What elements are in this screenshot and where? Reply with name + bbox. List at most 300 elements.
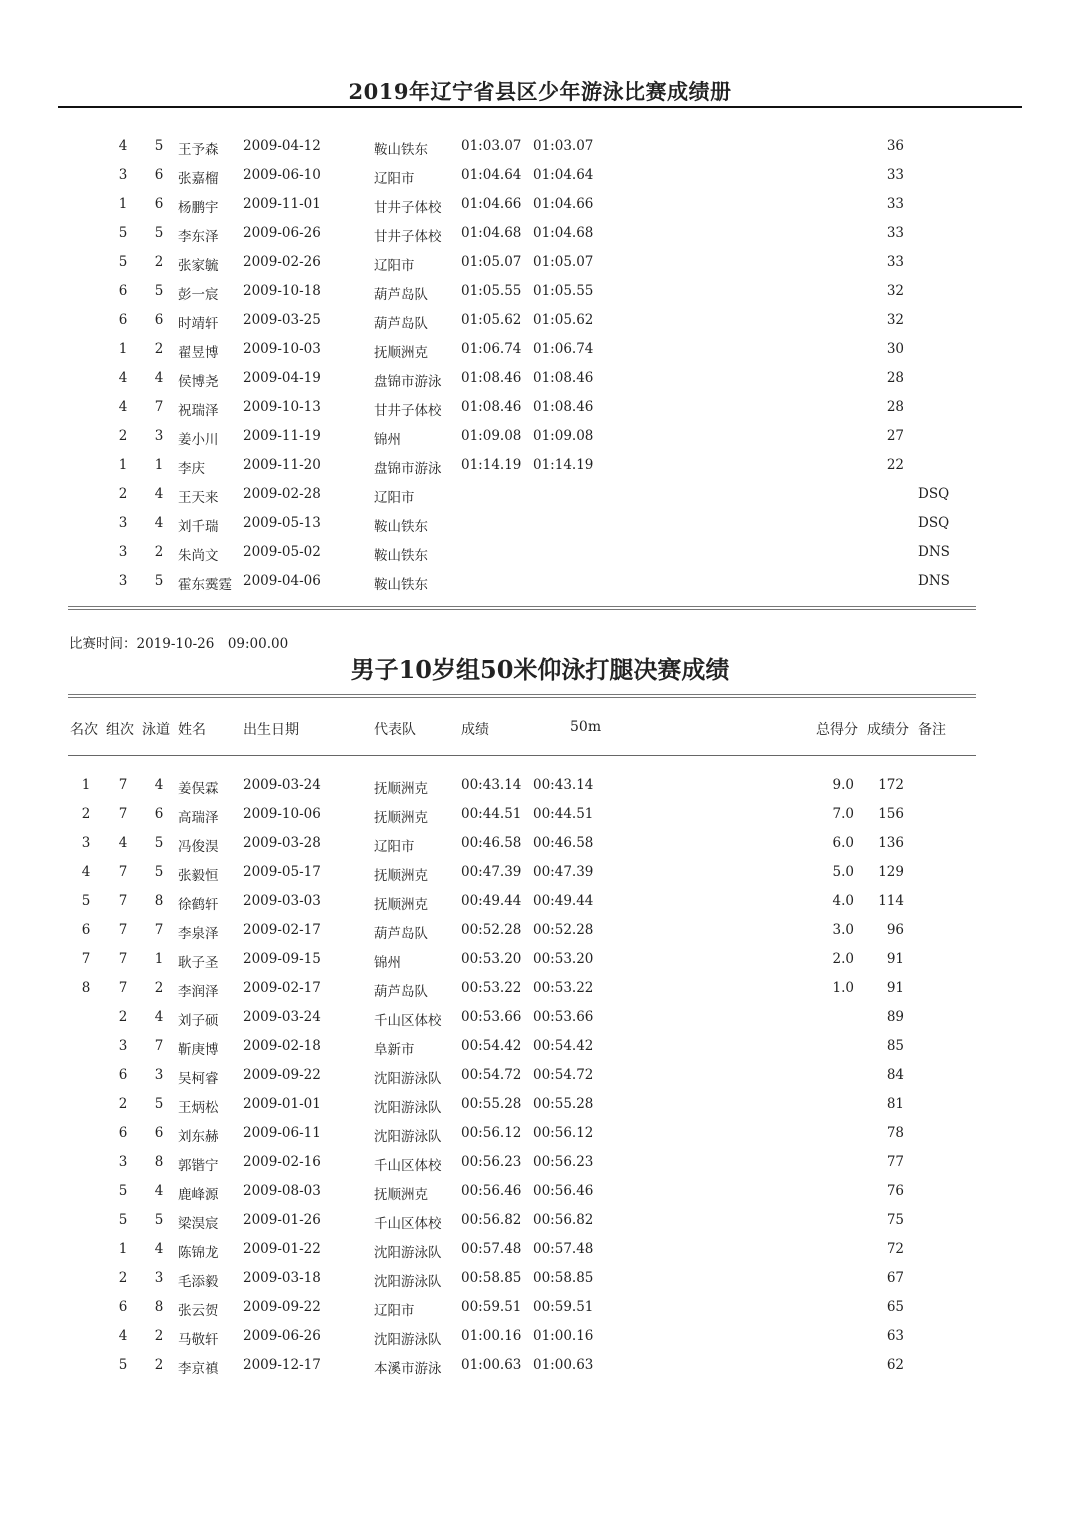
result-score: 85: [886, 1038, 904, 1054]
result-time: 01:05.07: [461, 254, 522, 270]
birth-date: 2009-10-18: [243, 283, 321, 299]
birth-date: 2009-06-11: [243, 1125, 321, 1141]
team-name: 阜新市: [374, 1042, 415, 1058]
group-cell: 5: [118, 1212, 128, 1228]
group-cell: 7: [118, 806, 128, 822]
table-row: [0, 1038, 1080, 1058]
birth-date: 2009-04-12: [243, 138, 321, 154]
lane-cell: 2: [154, 254, 164, 270]
result-time: 01:04.64: [461, 167, 522, 183]
group-cell: 6: [118, 1299, 128, 1315]
table-row: [0, 1241, 1080, 1261]
lane-cell: 4: [154, 370, 164, 386]
lane-cell: 2: [154, 980, 164, 996]
result-score: 156: [878, 806, 904, 822]
table-row: [0, 1328, 1080, 1348]
table-row: [0, 254, 1080, 274]
group-cell: 7: [118, 922, 128, 938]
rank-cell: 3: [81, 835, 91, 851]
note-cell: DSQ: [918, 486, 950, 502]
group-cell: 3: [118, 1154, 128, 1170]
result-time: 01:00.63: [461, 1357, 522, 1373]
table-row: [0, 573, 1080, 593]
group-cell: 2: [118, 1096, 128, 1112]
swimmer-name: 李泉泽: [178, 926, 219, 942]
table-row: [0, 225, 1080, 245]
result-score: 27: [886, 428, 904, 444]
result-time: 00:53.66: [461, 1009, 522, 1025]
result-score: 32: [886, 283, 904, 299]
result-score: 32: [886, 312, 904, 328]
lane-cell: 4: [154, 1241, 164, 1257]
swimmer-name: 刘东赫: [178, 1129, 219, 1145]
table-row: [0, 196, 1080, 216]
swimmer-name: 杨鹏宇: [178, 200, 219, 216]
lane-cell: 6: [154, 196, 164, 212]
lane-cell: 2: [154, 544, 164, 560]
table-row: [0, 167, 1080, 187]
swimmer-name: 祝瑞泽: [178, 403, 219, 419]
result-time: 00:49.44: [461, 893, 522, 909]
lane-cell: 2: [154, 341, 164, 357]
group-cell: 1: [118, 341, 128, 357]
col-header-score: 成绩分: [867, 722, 909, 738]
table-row: [0, 312, 1080, 332]
result-score: 75: [886, 1212, 904, 1228]
table-row: [0, 486, 1080, 506]
split-50m: 01:05.55: [533, 283, 594, 299]
table-row: [0, 980, 1080, 1000]
split-50m: 00:53.22: [533, 980, 594, 996]
split-50m: 00:53.20: [533, 951, 594, 967]
birth-date: 2009-02-28: [243, 486, 321, 502]
birth-date: 2009-01-26: [243, 1212, 321, 1228]
table-row: [0, 777, 1080, 797]
result-time: 00:56.46: [461, 1183, 522, 1199]
split-50m: 00:55.28: [533, 1096, 594, 1112]
result-score: 22: [886, 457, 904, 473]
result-score: 84: [886, 1067, 904, 1083]
result-time: 01:08.46: [461, 370, 522, 386]
result-time: 01:08.46: [461, 399, 522, 415]
split-50m: 00:56.23: [533, 1154, 594, 1170]
header-bottom-divider: [68, 755, 976, 756]
result-score: 77: [886, 1154, 904, 1170]
team-name: 辽阳市: [374, 490, 415, 506]
result-time: 00:56.82: [461, 1212, 522, 1228]
birth-date: 2009-03-28: [243, 835, 321, 851]
lane-cell: 3: [154, 428, 164, 444]
table-row: [0, 544, 1080, 564]
result-score: 33: [886, 196, 904, 212]
group-cell: 6: [118, 1067, 128, 1083]
birth-date: 2009-04-06: [243, 573, 321, 589]
swimmer-name: 张嘉榴: [178, 171, 219, 187]
birth-date: 2009-02-18: [243, 1038, 321, 1054]
group-cell: 1: [118, 1241, 128, 1257]
split-50m: 00:49.44: [533, 893, 594, 909]
group-cell: 5: [118, 225, 128, 241]
team-name: 葫芦岛队: [374, 984, 428, 1000]
header-top-divider: [68, 694, 976, 698]
group-cell: 4: [118, 1328, 128, 1344]
result-time: 00:58.85: [461, 1270, 522, 1286]
total-points: 9.0: [832, 777, 854, 793]
lane-cell: 5: [154, 573, 164, 589]
result-time: 00:53.20: [461, 951, 522, 967]
result-score: 89: [886, 1009, 904, 1025]
swimmer-name: 吴柯睿: [178, 1071, 219, 1087]
result-time: 01:09.08: [461, 428, 522, 444]
split-50m: 00:56.46: [533, 1183, 594, 1199]
split-50m: 00:57.48: [533, 1241, 594, 1257]
result-score: 136: [878, 835, 904, 851]
result-score: 63: [886, 1328, 904, 1344]
lane-cell: 2: [154, 1328, 164, 1344]
result-score: 65: [886, 1299, 904, 1315]
swimmer-name: 朱尚文: [178, 548, 219, 564]
result-score: 78: [886, 1125, 904, 1141]
table-row: [0, 428, 1080, 448]
result-time: 00:52.28: [461, 922, 522, 938]
team-name: 葫芦岛队: [374, 316, 428, 332]
result-score: 62: [886, 1357, 904, 1373]
split-50m: 00:59.51: [533, 1299, 594, 1315]
split-50m: 00:46.58: [533, 835, 594, 851]
rank-cell: 4: [81, 864, 91, 880]
group-cell: 2: [118, 428, 128, 444]
rank-cell: 7: [81, 951, 91, 967]
split-50m: 00:44.51: [533, 806, 594, 822]
birth-date: 2009-11-19: [243, 428, 321, 444]
lane-cell: 7: [154, 922, 164, 938]
birth-date: 2009-03-25: [243, 312, 321, 328]
lane-cell: 6: [154, 312, 164, 328]
birth-date: 2009-02-26: [243, 254, 321, 270]
birth-date: 2009-05-02: [243, 544, 321, 560]
lane-cell: 4: [154, 1009, 164, 1025]
col-header-result: 成绩: [461, 722, 489, 738]
birth-date: 2009-06-26: [243, 1328, 321, 1344]
split-50m: 00:47.39: [533, 864, 594, 880]
group-cell: 2: [118, 1270, 128, 1286]
split-50m: 01:00.16: [533, 1328, 594, 1344]
team-name: 本溪市游泳: [374, 1361, 442, 1377]
split-50m: 00:58.85: [533, 1270, 594, 1286]
swimmer-name: 徐鹤轩: [178, 897, 219, 913]
lane-cell: 5: [154, 1212, 164, 1228]
group-cell: 6: [118, 1125, 128, 1141]
birth-date: 2009-03-24: [243, 777, 321, 793]
result-time: 00:46.58: [461, 835, 522, 851]
group-cell: 5: [118, 1357, 128, 1373]
table-row: [0, 1357, 1080, 1377]
birth-date: 2009-06-10: [243, 167, 321, 183]
lane-cell: 3: [154, 1067, 164, 1083]
team-name: 辽阳市: [374, 839, 415, 855]
table-row: [0, 835, 1080, 855]
table-row: [0, 1009, 1080, 1029]
swimmer-name: 王予森: [178, 142, 219, 158]
swimmer-name: 靳庚博: [178, 1042, 219, 1058]
team-name: 鞍山铁东: [374, 548, 428, 564]
swimmer-name: 耿子圣: [178, 955, 219, 971]
birth-date: 2009-10-13: [243, 399, 321, 415]
rank-cell: 5: [81, 893, 91, 909]
result-score: 36: [886, 138, 904, 154]
lane-cell: 6: [154, 1125, 164, 1141]
group-cell: 4: [118, 370, 128, 386]
team-name: 锦州: [374, 955, 401, 971]
swimmer-name: 翟昱博: [178, 345, 219, 361]
team-name: 抚顺洲克: [374, 1187, 428, 1203]
result-time: 01:03.07: [461, 138, 522, 154]
table-row: [0, 893, 1080, 913]
split-50m: 01:08.46: [533, 399, 594, 415]
birth-date: 2009-11-20: [243, 457, 321, 473]
group-cell: 6: [118, 312, 128, 328]
table-row: [0, 864, 1080, 884]
col-header-birth: 出生日期: [243, 722, 299, 738]
total-points: 3.0: [832, 922, 854, 938]
table-row: [0, 515, 1080, 535]
event-time: 比赛时间：2019-10-26 09:00.00: [69, 636, 289, 652]
swimmer-name: 王天来: [178, 490, 219, 506]
table-row: [0, 922, 1080, 942]
lane-cell: 8: [154, 1154, 164, 1170]
lane-cell: 5: [154, 835, 164, 851]
birth-date: 2009-05-13: [243, 515, 321, 531]
result-score: 114: [878, 893, 904, 909]
team-name: 甘井子体校: [374, 229, 442, 245]
split-50m: 00:56.82: [533, 1212, 594, 1228]
swimmer-name: 刘千瑞: [178, 519, 219, 535]
lane-cell: 5: [154, 283, 164, 299]
result-time: 00:55.28: [461, 1096, 522, 1112]
col-header-total-points: 总得分: [816, 722, 858, 738]
birth-date: 2009-02-17: [243, 980, 321, 996]
team-name: 抚顺洲克: [374, 868, 428, 884]
group-cell: 1: [118, 196, 128, 212]
result-score: 96: [886, 922, 904, 938]
birth-date: 2009-10-06: [243, 806, 321, 822]
group-cell: 3: [118, 1038, 128, 1054]
team-name: 辽阳市: [374, 1303, 415, 1319]
birth-date: 2009-04-19: [243, 370, 321, 386]
lane-cell: 5: [154, 1096, 164, 1112]
swimmer-name: 时靖轩: [178, 316, 219, 332]
split-50m: 01:00.63: [533, 1357, 594, 1373]
team-name: 甘井子体校: [374, 403, 442, 419]
table-row: [0, 806, 1080, 826]
lane-cell: 8: [154, 1299, 164, 1315]
group-cell: 3: [118, 167, 128, 183]
split-50m: 00:54.42: [533, 1038, 594, 1054]
birth-date: 2009-09-22: [243, 1299, 321, 1315]
birth-date: 2009-01-01: [243, 1096, 321, 1112]
group-cell: 2: [118, 486, 128, 502]
result-score: 91: [886, 980, 904, 996]
result-time: 00:54.72: [461, 1067, 522, 1083]
swimmer-name: 张毅恒: [178, 868, 219, 884]
swimmer-name: 刘子硕: [178, 1013, 219, 1029]
result-score: 67: [886, 1270, 904, 1286]
group-cell: 3: [118, 544, 128, 560]
split-50m: 00:52.28: [533, 922, 594, 938]
result-time: 00:59.51: [461, 1299, 522, 1315]
table-row: [0, 399, 1080, 419]
result-score: 33: [886, 167, 904, 183]
team-name: 沈阳游泳队: [374, 1245, 442, 1261]
table-row: [0, 951, 1080, 971]
result-time: 00:54.42: [461, 1038, 522, 1054]
table-row: [0, 1183, 1080, 1203]
team-name: 沈阳游泳队: [374, 1332, 442, 1348]
group-cell: 7: [118, 951, 128, 967]
team-name: 葫芦岛队: [374, 926, 428, 942]
lane-cell: 4: [154, 777, 164, 793]
col-header-name: 姓名: [178, 722, 206, 738]
lane-cell: 1: [154, 457, 164, 473]
result-time: 01:00.16: [461, 1328, 522, 1344]
swimmer-name: 霍东霙霆: [178, 577, 232, 593]
document-title: 2019年辽宁省县区少年游泳比赛成绩册: [348, 79, 732, 104]
total-points: 4.0: [832, 893, 854, 909]
team-name: 鞍山铁东: [374, 142, 428, 158]
result-time: 00:53.22: [461, 980, 522, 996]
swimmer-name: 梁淏宸: [178, 1216, 219, 1232]
birth-date: 2009-10-03: [243, 341, 321, 357]
split-50m: 01:09.08: [533, 428, 594, 444]
team-name: 沈阳游泳队: [374, 1129, 442, 1145]
team-name: 千山区体校: [374, 1216, 442, 1232]
result-time: 01:14.19: [461, 457, 522, 473]
split-50m: 01:08.46: [533, 370, 594, 386]
col-header-lane: 泳道: [142, 722, 170, 738]
section-divider: [68, 606, 976, 610]
team-name: 葫芦岛队: [374, 287, 428, 303]
team-name: 辽阳市: [374, 258, 415, 274]
swimmer-name: 马敬轩: [178, 1332, 219, 1348]
total-points: 1.0: [832, 980, 854, 996]
birth-date: 2009-03-03: [243, 893, 321, 909]
table-row: [0, 283, 1080, 303]
table-row: [0, 1299, 1080, 1319]
lane-cell: 7: [154, 399, 164, 415]
swimmer-name: 郭锴宁: [178, 1158, 219, 1174]
rank-cell: 1: [81, 777, 91, 793]
table-row: [0, 138, 1080, 158]
split-50m: 01:05.62: [533, 312, 594, 328]
result-time: 00:44.51: [461, 806, 522, 822]
result-time: 00:56.23: [461, 1154, 522, 1170]
split-50m: 01:04.68: [533, 225, 594, 241]
birth-date: 2009-03-18: [243, 1270, 321, 1286]
split-50m: 01:06.74: [533, 341, 594, 357]
result-time: 01:05.62: [461, 312, 522, 328]
lane-cell: 4: [154, 1183, 164, 1199]
team-name: 千山区体校: [374, 1013, 442, 1029]
note-cell: DNS: [918, 573, 950, 589]
swimmer-name: 王炳松: [178, 1100, 219, 1116]
result-time: 01:05.55: [461, 283, 522, 299]
result-time: 00:43.14: [461, 777, 522, 793]
swimmer-name: 冯俊淏: [178, 839, 219, 855]
team-name: 抚顺洲克: [374, 810, 428, 826]
team-name: 沈阳游泳队: [374, 1100, 442, 1116]
result-score: 91: [886, 951, 904, 967]
lane-cell: 5: [154, 138, 164, 154]
table-row: [0, 1270, 1080, 1290]
result-score: 129: [878, 864, 904, 880]
lane-cell: 3: [154, 1270, 164, 1286]
table-row: [0, 1125, 1080, 1145]
result-score: 72: [886, 1241, 904, 1257]
birth-date: 2009-05-17: [243, 864, 321, 880]
team-name: 鞍山铁东: [374, 519, 428, 535]
group-cell: 3: [118, 515, 128, 531]
note-cell: DNS: [918, 544, 950, 560]
table-row: [0, 457, 1080, 477]
birth-date: 2009-02-17: [243, 922, 321, 938]
swimmer-name: 张云贺: [178, 1303, 219, 1319]
split-50m: 01:03.07: [533, 138, 594, 154]
birth-date: 2009-12-17: [243, 1357, 321, 1373]
team-name: 盘锦市游泳: [374, 374, 442, 390]
group-cell: 4: [118, 835, 128, 851]
team-name: 抚顺洲克: [374, 897, 428, 913]
result-score: 76: [886, 1183, 904, 1199]
total-points: 7.0: [832, 806, 854, 822]
lane-cell: 5: [154, 864, 164, 880]
group-cell: 7: [118, 777, 128, 793]
swimmer-name: 鹿峰源: [178, 1187, 219, 1203]
lane-cell: 4: [154, 515, 164, 531]
total-points: 6.0: [832, 835, 854, 851]
col-header-note: 备注: [918, 722, 946, 738]
lane-cell: 4: [154, 486, 164, 502]
group-cell: 7: [118, 893, 128, 909]
split-50m: 00:53.66: [533, 1009, 594, 1025]
rank-cell: 8: [81, 980, 91, 996]
group-cell: 1: [118, 457, 128, 473]
birth-date: 2009-02-16: [243, 1154, 321, 1170]
team-name: 盘锦市游泳: [374, 461, 442, 477]
swimmer-name: 姜俣霖: [178, 781, 219, 797]
table-row: [0, 370, 1080, 390]
swimmer-name: 毛添毅: [178, 1274, 219, 1290]
team-name: 抚顺洲克: [374, 781, 428, 797]
result-score: 28: [886, 399, 904, 415]
birth-date: 2009-08-03: [243, 1183, 321, 1199]
team-name: 辽阳市: [374, 171, 415, 187]
table-row: [0, 1154, 1080, 1174]
table-row: [0, 1212, 1080, 1232]
result-time: 00:56.12: [461, 1125, 522, 1141]
swimmer-name: 张家毓: [178, 258, 219, 274]
col-header-group: 组次: [106, 722, 134, 738]
col-header-split: 50m: [570, 719, 602, 735]
split-50m: 01:05.07: [533, 254, 594, 270]
rank-cell: 6: [81, 922, 91, 938]
result-time: 01:04.68: [461, 225, 522, 241]
result-time: 01:04.66: [461, 196, 522, 212]
team-name: 抚顺洲克: [374, 345, 428, 361]
col-header-team: 代表队: [374, 722, 416, 738]
total-points: 2.0: [832, 951, 854, 967]
swimmer-name: 侯博尧: [178, 374, 219, 390]
birth-date: 2009-06-26: [243, 225, 321, 241]
